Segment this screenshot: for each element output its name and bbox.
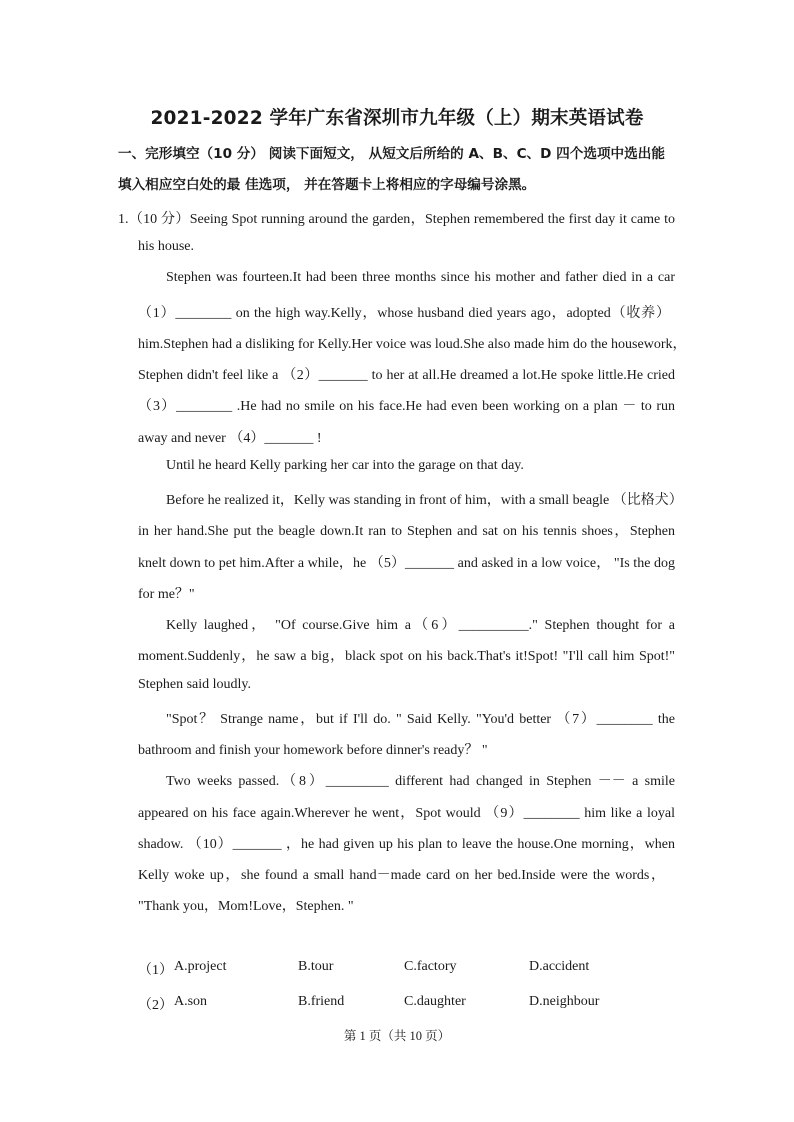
exam-title: 2021-2022 学年广东省深圳市九年级（上）期末英语试卷 [150,108,644,129]
option-c: C.factory [404,959,457,974]
passage-line: knelt down to pet him.After a while，he （5）_______ and asked in a low voice， "Is the dog [138,556,675,571]
passage-line: moment.Suddenly，he saw a big，black spot on his back.That's it!Spot! "I'll call him Spot!" [138,649,675,664]
page-footer: 第 1 页（共 10 页） [343,1029,451,1043]
option-number: （1） [138,963,173,978]
passage-line: Stephen didn't feel like a （2）_______ to her at all.He dreamed a lot.He spoke little.He cried [138,368,675,383]
passage-line: （1）________ on the high way.Kelly，whose husband died years ago，adopted（收养） [138,306,670,321]
option-d: D.neighbour [529,994,600,1009]
option-number: （2） [138,998,173,1013]
passage-line: Before he realized it，Kelly was standing in front of him，with a small beagle （比格犬） [166,493,683,508]
option-a: A.son [174,994,208,1009]
passage-line: him.Stephen had a disliking for Kelly.Her voice was loud.She also made him do the housework， [138,337,687,352]
question-header-line: 1.（10 分）Seeing Spot running around the garden，Stephen remembered the first day it came to [118,212,675,227]
option-c: C.daughter [404,994,466,1009]
passage-line: his house. [138,239,194,254]
option-b: B.friend [298,994,345,1009]
passage-line: for me？" [138,587,195,602]
section-instructions-line: 一、完形填空（10 分） 阅读下面短文， 从短文后所给的 A、B、C、D 四个选项中选出能 [118,146,665,162]
passage-line: "Thank you，Mom!Love，Stephen. " [138,899,354,914]
passage-line: appeared on his face again.Wherever he went，Spot would （9）________ him like a loyal [138,806,675,821]
passage-line: （3）________ .He had no smile on his face.He had even been working on a plan － to run [138,399,675,414]
option-a: A.project [174,959,227,974]
passage-line: shadow. （10）_______ ，he had given up his plan to leave the house.One morning，when [138,837,675,852]
passage-line: Stephen said loudly. [138,677,252,692]
passage-line: Kelly laughed， "Of course.Give him a（6）__________." Stephen thought for a [166,618,675,633]
passage-line: "Spot？ Strange name，but if I'll do. " Said Kelly. "You'd better （7）________ the [166,712,675,727]
section-instructions-line: 填入相应空白处的最 佳选项， 并在答题卡上将相应的字母编号涂黑。 [118,177,536,193]
option-b: B.tour [298,959,334,974]
passage-line: in her hand.She put the beagle down.It ran to Stephen and sat on his tennis shoes，Stephen [138,524,675,539]
passage-line: Until he heard Kelly parking her car into the garage on that day. [166,458,524,473]
passage-line: away and never （4）_______ ! [138,431,322,446]
passage-line: bathroom and finish your homework before dinner's ready？ " [138,743,488,758]
passage-line: Two weeks passed.（8）_________ different had changed in Stephen －－ a smile [166,774,675,789]
option-d: D.accident [529,959,590,974]
passage-line: Stephen was fourteen.It had been three months since his mother and father died in a car [166,270,675,285]
section-instructions [118,139,683,201]
passage-line: Kelly woke up，she found a small hand－made card on her bed.Inside were the words， [138,868,665,883]
